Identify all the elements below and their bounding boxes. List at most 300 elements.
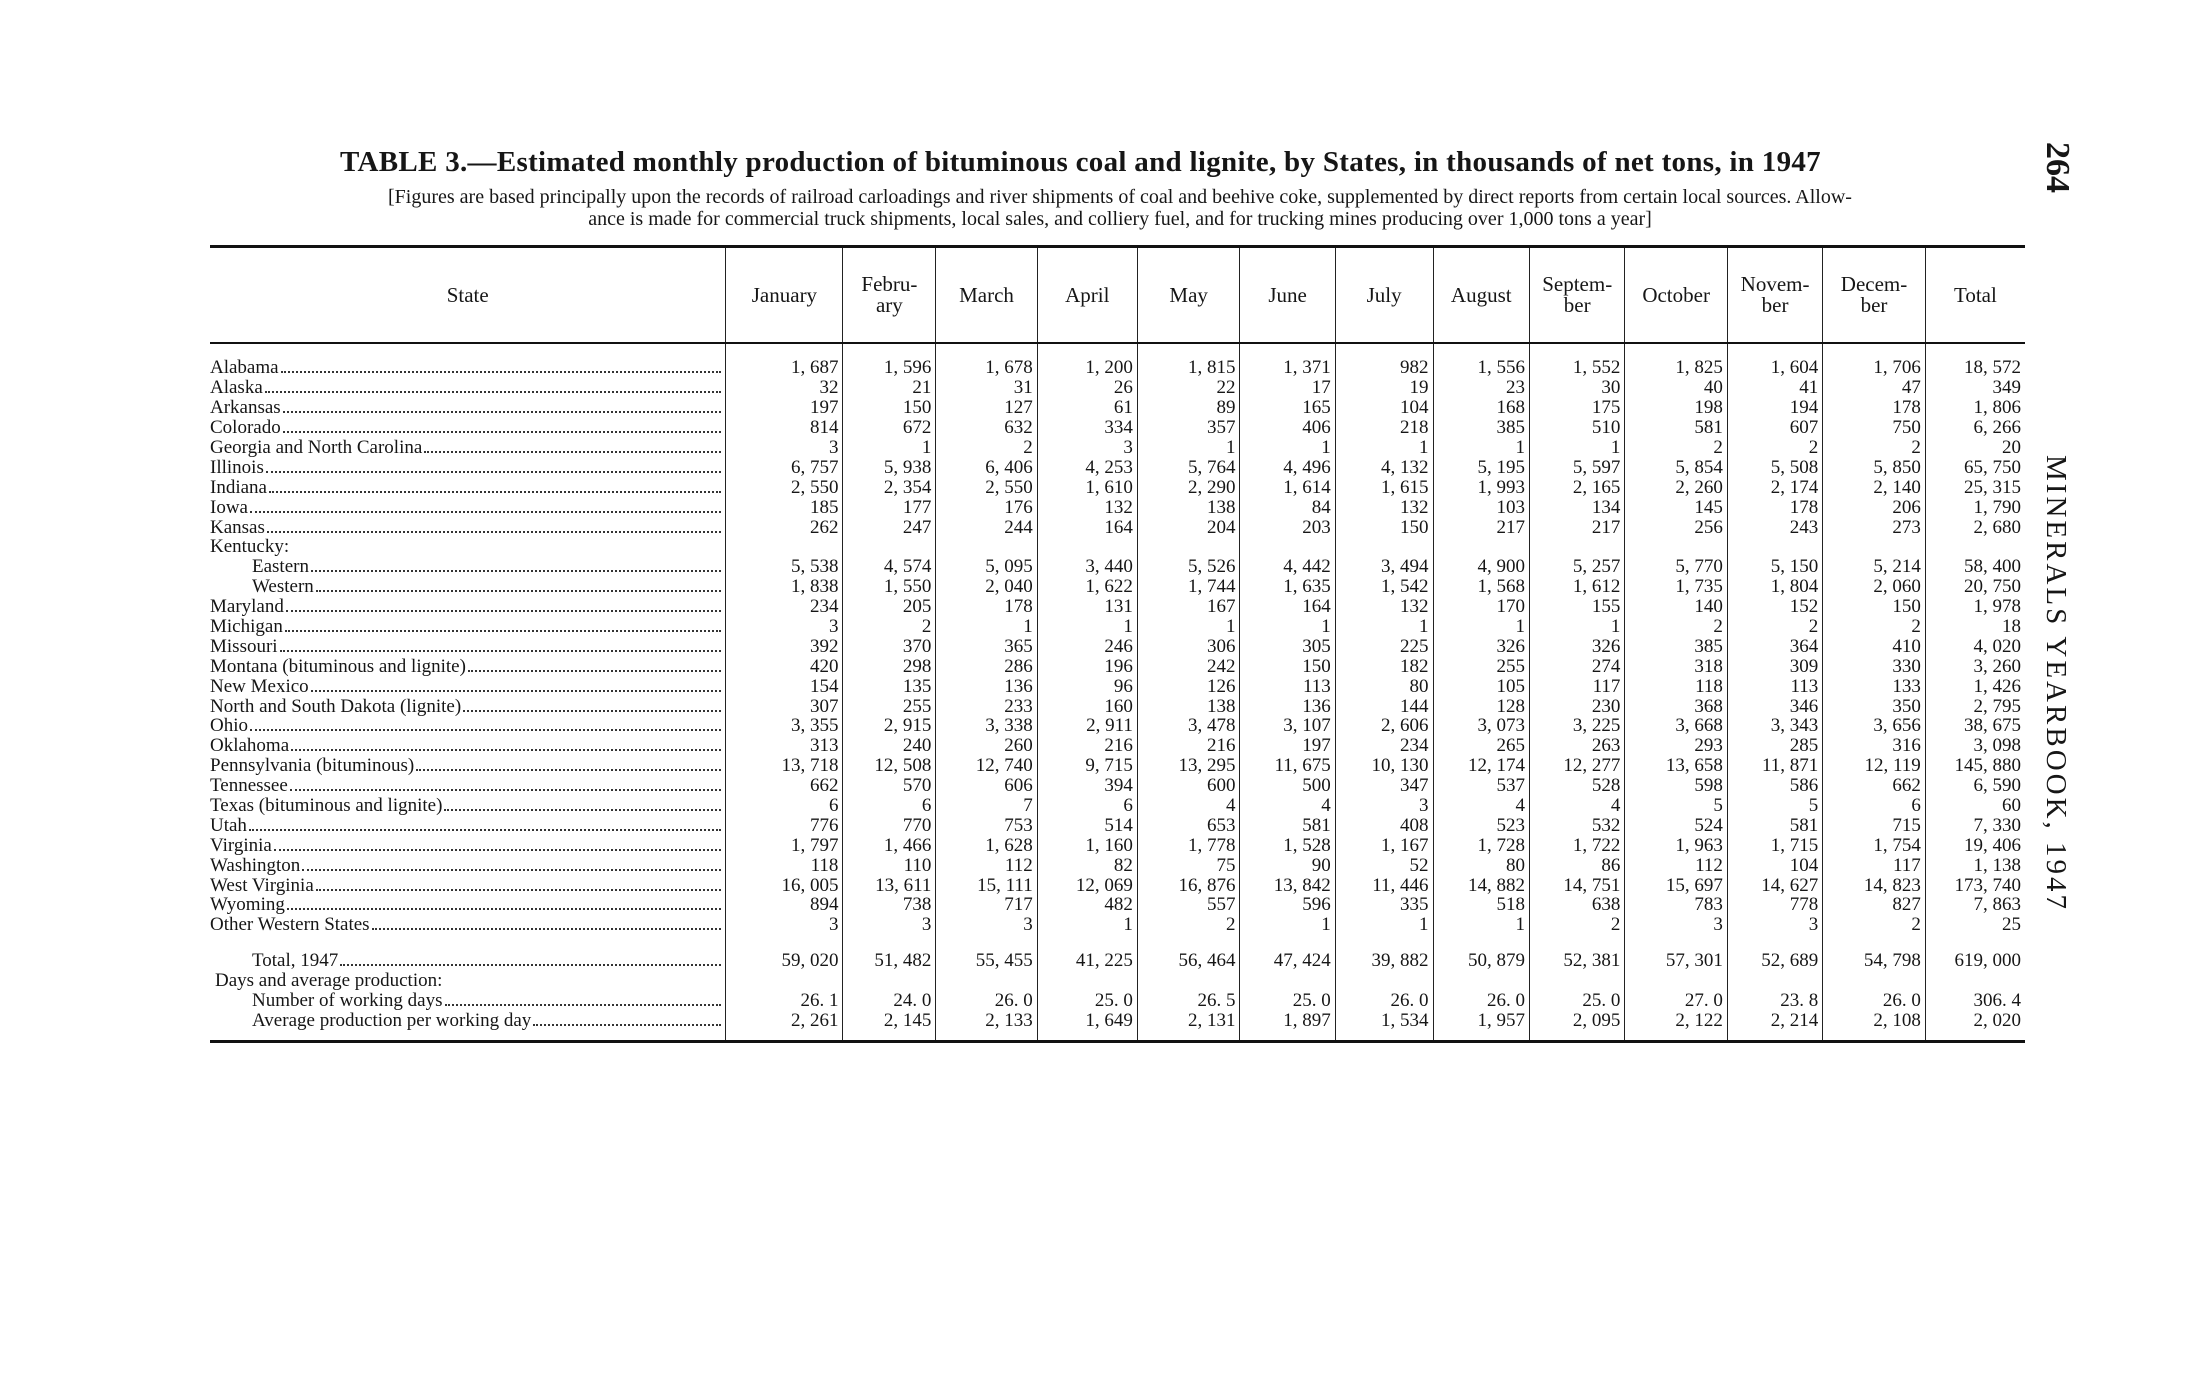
table-cell: 178: [1823, 398, 1926, 418]
table-cell: 216: [1037, 736, 1137, 756]
table-cell: 1, 963: [1625, 835, 1728, 855]
table-row: [210, 855, 2025, 875]
table-cell: 1, 596: [843, 343, 936, 378]
table-cell: 24. 0: [843, 991, 936, 1011]
table-cell: 3: [1037, 438, 1137, 458]
table-cell: [936, 971, 1037, 991]
table-cell: 326: [1530, 636, 1625, 656]
column-header-october: October: [1625, 247, 1728, 344]
table-cell: [1625, 971, 1728, 991]
table-row: [210, 915, 2025, 935]
table-cell: 58, 400: [1925, 557, 2025, 577]
table-cell: 262: [726, 517, 843, 537]
table-cell: 1, 778: [1137, 835, 1240, 855]
row-label-text: Alabama: [210, 357, 279, 379]
table-cell: [843, 537, 936, 557]
table-cell: 86: [1530, 855, 1625, 875]
table-cell: [726, 537, 843, 557]
table-cell: 285: [1727, 736, 1822, 756]
table-row: [210, 343, 2025, 378]
table-cell: 112: [936, 855, 1037, 875]
table-cell: 5, 150: [1727, 557, 1822, 577]
table-cell: 1, 728: [1433, 835, 1530, 855]
table-cell: 3, 478: [1137, 716, 1240, 736]
table-row: [210, 617, 2025, 637]
table-cell: 1: [1335, 617, 1433, 637]
table-cell: 12, 069: [1037, 875, 1137, 895]
leader-dots: [468, 657, 721, 672]
table-cell: 135: [843, 676, 936, 696]
table-cell: 164: [1037, 517, 1137, 537]
row-label: [210, 457, 726, 477]
row-label: [210, 855, 726, 875]
table-cell: [1727, 971, 1822, 991]
table-cell: 25. 0: [1530, 991, 1625, 1011]
table-cell: 514: [1037, 815, 1137, 835]
table-cell: 6: [726, 796, 843, 816]
table-cell: 13, 842: [1240, 875, 1335, 895]
leader-dots: [250, 716, 721, 731]
table-cell: 155: [1530, 597, 1625, 617]
table-cell: 638: [1530, 895, 1625, 915]
row-label: [210, 796, 726, 816]
table-cell: 19, 406: [1925, 835, 2025, 855]
table-cell: 175: [1530, 398, 1625, 418]
table-cell: 305: [1240, 636, 1335, 656]
table-cell: 51, 482: [843, 951, 936, 971]
table-cell: 273: [1823, 517, 1926, 537]
table-cell: 96: [1037, 676, 1137, 696]
table-cell: 7: [936, 796, 1037, 816]
table-cell: [1625, 537, 1728, 557]
table-cell: 2, 165: [1530, 477, 1625, 497]
table-cell: 3: [726, 438, 843, 458]
table-cell: [1433, 971, 1530, 991]
table-cell: 3: [1625, 915, 1728, 935]
table-cell: 255: [843, 696, 936, 716]
table-cell: 132: [1037, 497, 1137, 517]
table-cell: 3, 338: [936, 716, 1037, 736]
row-label-text: Western: [252, 576, 314, 598]
table-cell: 632: [936, 418, 1037, 438]
spacer-cell: [1823, 935, 1926, 951]
table-cell: 2, 550: [726, 477, 843, 497]
table-cell: 346: [1727, 696, 1822, 716]
row-label-text: Maryland: [210, 596, 284, 618]
spacer-cell: [1137, 935, 1240, 951]
table-cell: 3: [1727, 915, 1822, 935]
table-cell: 14, 627: [1727, 875, 1822, 895]
table-cell: 167: [1137, 597, 1240, 617]
table-cell: 2, 145: [843, 1011, 936, 1042]
table-cell: 247: [843, 517, 936, 537]
table-cell: 596: [1240, 895, 1335, 915]
table-cell: 152: [1727, 597, 1822, 617]
table-cell: 178: [1727, 497, 1822, 517]
table-cell: 1: [1137, 617, 1240, 637]
leader-dots: [291, 736, 721, 751]
table-cell: 5, 850: [1823, 457, 1926, 477]
table-cell: 26. 0: [1335, 991, 1433, 1011]
table-cell: 1, 806: [1925, 398, 2025, 418]
table-cell: 12, 174: [1433, 756, 1530, 776]
table-cell: 3: [726, 915, 843, 935]
leader-dots: [340, 951, 721, 966]
table-cell: 1, 649: [1037, 1011, 1137, 1042]
table-cell: 1: [1433, 438, 1530, 458]
table-cell: 6, 406: [936, 457, 1037, 477]
table-cell: 2, 140: [1823, 477, 1926, 497]
table-cell: 1, 167: [1335, 835, 1433, 855]
table-cell: 117: [1823, 855, 1926, 875]
table-cell: 370: [843, 636, 936, 656]
table-cell: 286: [936, 656, 1037, 676]
table-cell: 2: [1823, 438, 1926, 458]
leader-dots: [287, 895, 722, 910]
table-cell: 25, 315: [1925, 477, 2025, 497]
spacer-cell: [843, 935, 936, 951]
table-title: TABLE 3.—Estimated monthly production of bituminous coal and lignite, by States, in thousands of net tons, in 1947: [340, 146, 1821, 178]
table-cell: 3: [1335, 796, 1433, 816]
table-cell: 2, 133: [936, 1011, 1037, 1042]
table-cell: 23. 8: [1727, 991, 1822, 1011]
table-cell: 61: [1037, 398, 1137, 418]
table-cell: 11, 871: [1727, 756, 1822, 776]
table-cell: 127: [936, 398, 1037, 418]
table-cell: 3, 073: [1433, 716, 1530, 736]
table-cell: 26. 1: [726, 991, 843, 1011]
row-label: [210, 537, 726, 557]
table-cell: 2: [1727, 438, 1822, 458]
table-cell: 2, 214: [1727, 1011, 1822, 1042]
table-cell: 52, 689: [1727, 951, 1822, 971]
table-cell: 145, 880: [1925, 756, 2025, 776]
row-label-text: Indiana: [210, 476, 267, 498]
row-label: [210, 378, 726, 398]
leader-dots: [533, 1011, 721, 1026]
row-label: [210, 716, 726, 736]
table-cell: 131: [1037, 597, 1137, 617]
table-cell: 408: [1335, 815, 1433, 835]
row-label-text: New Mexico: [210, 675, 309, 697]
table-cell: 136: [936, 676, 1037, 696]
table-cell: [1240, 537, 1335, 557]
table-cell: 420: [726, 656, 843, 676]
table-cell: 182: [1335, 656, 1433, 676]
table-cell: 105: [1433, 676, 1530, 696]
table-cell: 170: [1433, 597, 1530, 617]
row-label-text: Other Western States: [210, 914, 370, 936]
column-header-may: May: [1137, 247, 1240, 344]
row-label-text: Iowa: [210, 496, 248, 518]
table-cell: 532: [1530, 815, 1625, 835]
table-cell: 26. 5: [1137, 991, 1240, 1011]
table-cell: 20: [1925, 438, 2025, 458]
leader-dots: [281, 358, 722, 373]
row-label-text: Oklahoma: [210, 735, 290, 757]
table-cell: 138: [1137, 696, 1240, 716]
table-cell: 25: [1925, 915, 2025, 935]
leader-dots: [286, 597, 722, 612]
table-cell: 1: [843, 438, 936, 458]
leader-dots: [280, 637, 722, 652]
table-cell: 1, 628: [936, 835, 1037, 855]
table-cell: 165: [1240, 398, 1335, 418]
table-cell: 21: [843, 378, 936, 398]
spacer-cell: [1925, 935, 2025, 951]
table-cell: 4: [1530, 796, 1625, 816]
table-cell: 5, 597: [1530, 457, 1625, 477]
table-cell: 510: [1530, 418, 1625, 438]
table-cell: 256: [1625, 517, 1728, 537]
table-cell: 2, 261: [726, 1011, 843, 1042]
leader-dots: [316, 577, 722, 592]
table-cell: 1, 715: [1727, 835, 1822, 855]
table-cell: 3, 355: [726, 716, 843, 736]
table-cell: 326: [1433, 636, 1530, 656]
table-cell: [843, 971, 936, 991]
leader-dots: [416, 756, 721, 771]
table-cell: 178: [936, 597, 1037, 617]
table-cell: 90: [1240, 855, 1335, 875]
table-cell: 586: [1727, 776, 1822, 796]
table-cell: 1, 615: [1335, 477, 1433, 497]
table-row: [210, 636, 2025, 656]
table-row: [210, 497, 2025, 517]
table-cell: 145: [1625, 497, 1728, 517]
table-cell: 134: [1530, 497, 1625, 517]
table-row: [210, 438, 2025, 458]
table-cell: 5, 526: [1137, 557, 1240, 577]
table-cell: 40: [1625, 378, 1728, 398]
table-cell: 12, 119: [1823, 756, 1926, 776]
table-cell: 150: [1335, 517, 1433, 537]
table-cell: 606: [936, 776, 1037, 796]
table-cell: 307: [726, 696, 843, 716]
table-cell: 1: [1530, 617, 1625, 637]
table-cell: 1: [936, 617, 1037, 637]
table-cell: 7, 330: [1925, 815, 2025, 835]
table-cell: 365: [936, 636, 1037, 656]
table-cell: 4, 020: [1925, 636, 2025, 656]
table-cell: 205: [843, 597, 936, 617]
spacer-cell: [1727, 935, 1822, 951]
table-cell: 2, 095: [1530, 1011, 1625, 1042]
table-cell: 218: [1335, 418, 1433, 438]
table-cell: 410: [1823, 636, 1926, 656]
table-cell: 18: [1925, 617, 2025, 637]
row-label-text: Virginia: [210, 834, 272, 856]
table-cell: 982: [1335, 343, 1433, 378]
table-cell: 3, 260: [1925, 656, 2025, 676]
table-cell: 110: [843, 855, 936, 875]
table-cell: 2: [1823, 915, 1926, 935]
row-label-text: Number of working days: [252, 990, 443, 1012]
table-cell: 2, 020: [1925, 1011, 2025, 1042]
table-cell: 243: [1727, 517, 1822, 537]
table-cell: 5: [1727, 796, 1822, 816]
table-cell: 1: [1335, 915, 1433, 935]
table-cell: 406: [1240, 418, 1335, 438]
leader-dots: [274, 836, 722, 851]
row-label: [210, 418, 726, 438]
table-cell: 2, 550: [936, 477, 1037, 497]
row-label: [210, 497, 726, 517]
days-heading: Days and average production:: [215, 970, 443, 992]
table-cell: 7, 863: [1925, 895, 2025, 915]
running-head: MINERALS YEARBOOK, 1947: [2040, 455, 2072, 913]
table-cell: 2: [1823, 617, 1926, 637]
column-header-march: March: [936, 247, 1037, 344]
table-cell: 1: [1530, 438, 1625, 458]
column-header-september: Septem- ber: [1530, 247, 1625, 344]
table-headnote: [205, 186, 2035, 230]
table-cell: 570: [843, 776, 936, 796]
table-cell: 80: [1433, 855, 1530, 875]
table-cell: 5, 214: [1823, 557, 1926, 577]
table-row: [210, 951, 2025, 971]
table-cell: 2, 915: [843, 716, 936, 736]
table-cell: [1727, 537, 1822, 557]
table-cell: 47: [1823, 378, 1926, 398]
table-cell: 23: [1433, 378, 1530, 398]
table-cell: 112: [1625, 855, 1728, 875]
leader-dots: [267, 518, 722, 533]
row-label: [210, 577, 726, 597]
table-cell: 2: [936, 438, 1037, 458]
table-cell: 59, 020: [726, 951, 843, 971]
column-header-november: Novem- ber: [1727, 247, 1822, 344]
table-cell: 1: [1240, 438, 1335, 458]
table-cell: 2: [1625, 617, 1728, 637]
table-cell: [1823, 971, 1926, 991]
table-cell: 1, 993: [1433, 477, 1530, 497]
column-header-february: Febru- ary: [843, 247, 936, 344]
table-cell: 1, 160: [1037, 835, 1137, 855]
table-cell: 334: [1037, 418, 1137, 438]
table-cell: 330: [1823, 656, 1926, 676]
table-cell: 25. 0: [1037, 991, 1137, 1011]
table-cell: 2: [1137, 915, 1240, 935]
table-cell: 173, 740: [1925, 875, 2025, 895]
table-cell: 2, 290: [1137, 477, 1240, 497]
leader-dots: [372, 915, 722, 930]
row-label: [210, 477, 726, 497]
table-cell: 104: [1335, 398, 1433, 418]
table-cell: 176: [936, 497, 1037, 517]
table-cell: [1037, 971, 1137, 991]
table-cell: 26. 0: [1823, 991, 1926, 1011]
table-cell: 52: [1335, 855, 1433, 875]
column-header-state: State: [210, 247, 726, 344]
table-cell: 1: [1240, 617, 1335, 637]
row-label: [210, 517, 726, 537]
table-cell: 2, 795: [1925, 696, 2025, 716]
table-row: [210, 1011, 2025, 1042]
table-cell: 1, 735: [1625, 577, 1728, 597]
table-cell: 1, 556: [1433, 343, 1530, 378]
row-label-text: Kentucky:: [210, 536, 290, 558]
table-cell: 1, 815: [1137, 343, 1240, 378]
table-cell: 2: [843, 617, 936, 637]
table-cell: 2, 040: [936, 577, 1037, 597]
table-row: [210, 457, 2025, 477]
table-cell: 41, 225: [1037, 951, 1137, 971]
table-cell: 1, 804: [1727, 577, 1822, 597]
table-cell: 1, 550: [843, 577, 936, 597]
table-cell: 240: [843, 736, 936, 756]
table-cell: 335: [1335, 895, 1433, 915]
table-cell: 1, 200: [1037, 343, 1137, 378]
table-cell: 392: [726, 636, 843, 656]
row-label-text: Georgia and North Carolina: [210, 437, 423, 458]
table-cell: 206: [1823, 497, 1926, 517]
row-label: [210, 617, 726, 637]
table-cell: 1, 610: [1037, 477, 1137, 497]
table-cell: 1, 371: [1240, 343, 1335, 378]
table-row: [210, 537, 2025, 557]
table-cell: 3, 668: [1625, 716, 1728, 736]
table-cell: 1: [1433, 915, 1530, 935]
header-row: [210, 247, 2025, 344]
column-header-july: July: [1335, 247, 1433, 344]
table-cell: 5, 538: [726, 557, 843, 577]
spacer-cell: [1530, 935, 1625, 951]
row-label-text: Texas (bituminous and lignite): [210, 795, 443, 817]
table-cell: 80: [1335, 676, 1433, 696]
table-cell: 133: [1823, 676, 1926, 696]
table-cell: 185: [726, 497, 843, 517]
row-label: [210, 991, 726, 1011]
table-cell: 1, 426: [1925, 676, 2025, 696]
row-label: [210, 895, 726, 915]
table-cell: 1, 790: [1925, 497, 2025, 517]
table-cell: 1, 635: [1240, 577, 1335, 597]
headnote-line-1: [Figures are based principally upon the records of railroad carloadings and river shipments of coal and beehive coke, supplemented by direct reports from certain local sources. Allow-: [388, 186, 1852, 208]
leader-dots: [444, 796, 721, 811]
table-cell: 265: [1433, 736, 1530, 756]
table-cell: 349: [1925, 378, 2025, 398]
table-cell: [726, 971, 843, 991]
table-row: [210, 736, 2025, 756]
table-cell: 4, 496: [1240, 457, 1335, 477]
row-label-text: Eastern: [252, 556, 309, 578]
column-header-total: Total: [1925, 247, 2025, 344]
row-label-text: Ohio: [210, 715, 248, 737]
table-cell: 523: [1433, 815, 1530, 835]
table-cell: 5, 770: [1625, 557, 1728, 577]
row-label: [210, 776, 726, 796]
table-cell: 581: [1625, 418, 1728, 438]
row-label-text: Michigan: [210, 616, 283, 638]
table-cell: 164: [1240, 597, 1335, 617]
row-label-text: Tennessee: [210, 775, 288, 797]
row-label: [210, 676, 726, 696]
table-cell: 581: [1727, 815, 1822, 835]
table-cell: 10, 130: [1335, 756, 1433, 776]
row-label-text: Alaska: [210, 377, 263, 399]
table-cell: 2, 911: [1037, 716, 1137, 736]
table-cell: 1: [1137, 438, 1240, 458]
table-cell: 662: [1823, 776, 1926, 796]
table-cell: 246: [1037, 636, 1137, 656]
table-cell: 198: [1625, 398, 1728, 418]
table-cell: 557: [1137, 895, 1240, 915]
table-cell: 203: [1240, 517, 1335, 537]
leader-dots: [316, 876, 722, 891]
table-cell: 82: [1037, 855, 1137, 875]
table-cell: 385: [1433, 418, 1530, 438]
